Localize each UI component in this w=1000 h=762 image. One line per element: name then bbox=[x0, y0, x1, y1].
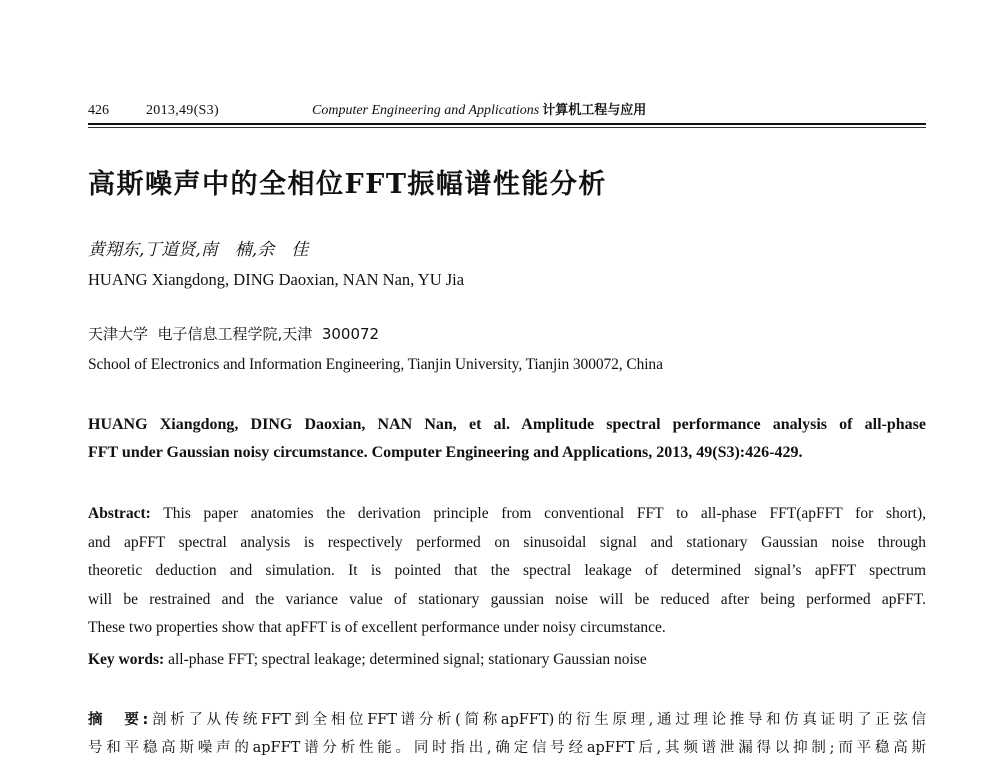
article-title-cn: 高斯噪声中的全相位FFT振幅谱性能分析 bbox=[88, 169, 607, 200]
abstract-line: and apFFT spectral analysis is respectively performed on sinusoidal signal and stationary Gaussian noise through bbox=[88, 533, 926, 551]
citation bbox=[88, 411, 926, 467]
journal-name bbox=[312, 101, 646, 121]
abstract-line: These two properties show that apFFT is of excellent performance under noisy circumstance. bbox=[88, 619, 666, 637]
page-number: 426 bbox=[88, 103, 109, 118]
abstract-en bbox=[88, 500, 926, 643]
issue-info: 2013,49(S3) bbox=[146, 103, 219, 118]
authors-cn: 黄翔东,丁道贤,南 楠,余 佳 bbox=[88, 240, 309, 260]
journal-name-cn: 计算机工程与应用 bbox=[542, 103, 647, 118]
header-rule-thick bbox=[88, 123, 926, 125]
keywords-label: Key words: bbox=[88, 651, 165, 668]
affiliation-cn: 天津大学 电子信息工程学院,天津 300072 bbox=[88, 325, 380, 343]
abstract-line: will be restrained and the variance value of stationary gaussian noise will be reduced after being performed apFFT. bbox=[88, 590, 926, 608]
keywords bbox=[88, 648, 647, 672]
affiliation-en: School of Electronics and Information Engineering, Tianjin University, Tianjin 300072, China bbox=[88, 356, 663, 373]
abstract-cn-label: 摘 要: bbox=[88, 712, 149, 728]
abstract-cn-text: 剖析了从传统FFT到全相位FFT谱分析(简称apFFT)的衍生原理,通过理论推导和仿真证明了正弦信 bbox=[148, 712, 926, 728]
citation-line: HUANG Xiangdong, DING Daoxian, NAN Nan, et al. Amplitude spectral performance analysis of all-phase bbox=[88, 416, 926, 433]
abstract-cn-line: 号和平稳高斯噪声的apFFT谱分析性能。同时指出,确定信号经apFFT后,其频谱泄漏得以抑制;而平稳高斯 bbox=[88, 740, 926, 756]
authors-en: HUANG Xiangdong, DING Daoxian, NAN Nan, YU Jia bbox=[88, 270, 465, 289]
journal-name-en: Computer Engineering and Applications bbox=[312, 103, 540, 118]
abstract-text: This paper anatomies the derivation principle from conventional FFT to all-phase FFT(apFFT for short), bbox=[150, 505, 926, 522]
abstract-line: theoretic deduction and simulation. It is pointed that the spectral leakage of determined signal’s apFFT spectrum bbox=[88, 562, 926, 580]
abstract-cn-line bbox=[88, 706, 926, 734]
abstract-label: Abstract: bbox=[88, 505, 151, 522]
keywords-text: all-phase FFT; spectral leakage; determined signal; stationary Gaussian noise bbox=[164, 651, 647, 668]
abstract-cn bbox=[88, 706, 926, 762]
citation-line: FFT under Gaussian noisy circumstance. Computer Engineering and Applications, 2013, 49(S3):426-429. bbox=[88, 444, 803, 461]
abstract-line bbox=[88, 500, 926, 529]
running-header bbox=[88, 101, 926, 121]
header-rule-thin bbox=[88, 127, 926, 128]
